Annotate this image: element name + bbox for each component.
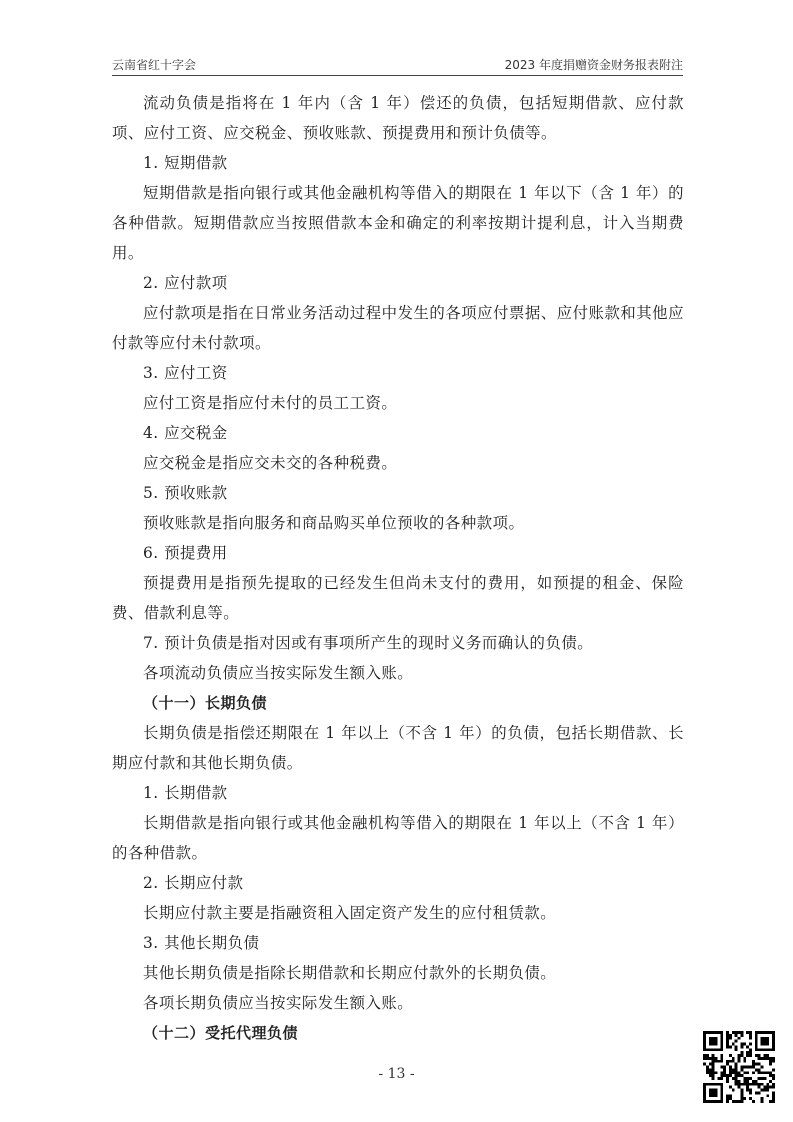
body-paragraph: 1. 长期借款 [143,784,228,802]
header-divider [112,75,683,76]
body-paragraph: 流动负债是指将在 1 年内（含 1 年）偿还的负债，包括短期借款、应付款项、应付工资、应交税金、预收账款、预提费用和预计负债等。 [112,94,684,142]
body-paragraph: 2. 应付款项 [143,274,228,292]
body-paragraph: 各项长期负债应当按实际发生额入账。 [143,994,414,1012]
body-paragraph: 1. 短期借款 [143,154,228,172]
body-paragraph: 预收账款是指向服务和商品购买单位预收的各种款项。 [143,514,525,532]
body-paragraph: 长期借款是指向银行或其他金融机构等借入的期限在 1 年以上（不含 1 年）的各种借款。 [112,814,684,862]
page-number: - 13 - [378,1066,415,1082]
body-paragraph: 7. 预计负债是指对因或有事项所产生的现时义务而确认的负债。 [143,634,594,652]
body-paragraph: 应交税金是指应交未交的各种税费。 [143,454,398,472]
body-paragraph: 2. 长期应付款 [143,874,244,892]
qr-code-icon [703,1031,775,1103]
body-paragraph: 应付款项是指在日常业务活动过程中发生的各项应付票据、应付账款和其他应付款等应付未付款项。 [112,304,684,352]
section-heading: （十一）长期负债 [143,694,268,712]
body-paragraph: 长期应付款主要是指融资租入固定资产发生的应付租赁款。 [143,904,557,922]
header-organization: 云南省红十字会 [112,58,197,72]
body-paragraph: 短期借款是指向银行或其他金融机构等借入的期限在 1 年以下（含 1 年）的各种借款。短期借款应当按照借款本金和确定的利率按期计提利息，计入当期费用。 [112,184,684,262]
body-paragraph: 各项流动负债应当按实际发生额入账。 [143,664,414,682]
body-paragraph: 长期负债是指偿还期限在 1 年以上（不含 1 年）的负债，包括长期借款、长期应付款和其他长期负债。 [112,724,684,772]
body-paragraph: 应付工资是指应付未付的员工工资。 [143,394,398,412]
header-document-title: 2023 年度捐赠资金财务报表附注 [504,58,683,72]
page-header [112,56,683,74]
body-paragraph: 5. 预收账款 [143,484,228,502]
body-paragraph: 3. 其他长期负债 [143,934,260,952]
body-paragraph: 预提费用是指预先提取的已经发生但尚未支付的费用，如预提的租金、保险费、借款利息等。 [112,574,684,622]
body-paragraph: 4. 应交税金 [143,424,228,442]
body-paragraph: 6. 预提费用 [143,544,228,562]
document-body [112,88,684,1048]
body-paragraph: 3. 应付工资 [143,364,228,382]
section-heading: （十二）受托代理负债 [143,1024,299,1042]
body-paragraph: 其他长期负债是指除长期借款和长期应付款外的长期负债。 [143,964,557,982]
